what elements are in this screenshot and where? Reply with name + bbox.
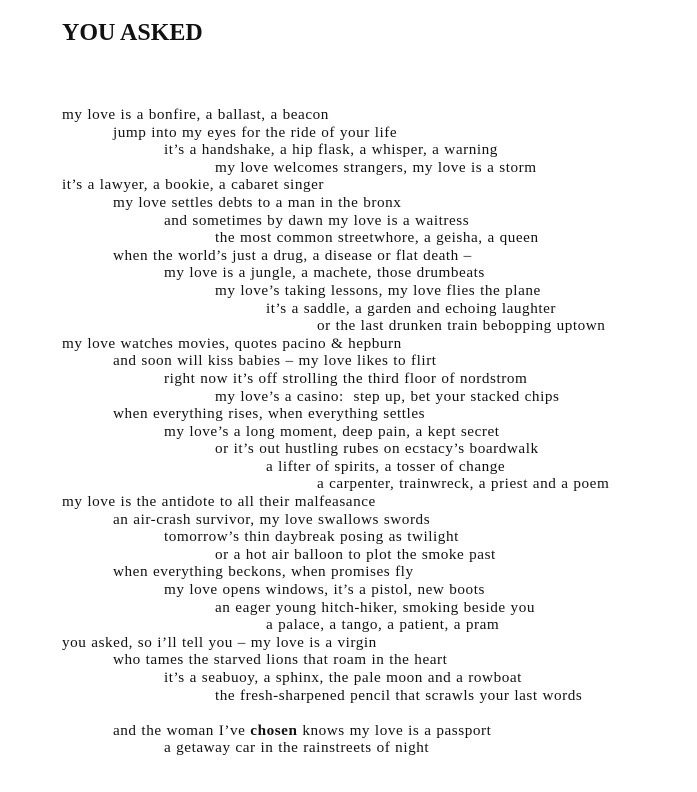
poem-line: you asked, so i’ll tell you – my love is a virgin [62,633,377,651]
poem-line-part: and the woman I’ve [113,721,251,739]
poem-line: or a hot air balloon to plot the smoke past [215,545,496,563]
poem-line: an eager young hitch-hiker, smoking beside you [215,598,535,616]
poem-line: my love is a jungle, a machete, those drumbeats [164,264,485,282]
poem-line: the most common streetwhore, a geisha, a queen [215,229,539,247]
poem-line: an air-crash survivor, my love swallows swords [113,510,431,528]
poem-line: my love watches movies, quotes pacino & hepburn [62,334,402,352]
poem-line: who tames the starved lions that roam in the heart [113,651,448,669]
poem-line: when everything rises, when everything settles [113,405,426,423]
poem-line: my love welcomes strangers, my love is a storm [215,158,537,176]
poem-line: tomorrow’s thin daybreak posing as twilight [164,528,459,546]
poem-line: a palace, a tango, a patient, a pram [266,616,500,634]
poem-line: it’s a saddle, a garden and echoing laughter [266,299,557,317]
poem-line: a getaway car in the rainstreets of night [164,739,430,757]
emphasized-word: chosen [250,721,298,739]
poem-line: it’s a lawyer, a bookie, a cabaret singer [62,176,325,194]
poem-line: my love opens windows, it’s a pistol, new boots [164,581,485,599]
poem-line: when everything beckons, when promises fly [113,563,414,581]
poem-line: or it’s out hustling rubes on ecstacy’s boardwalk [215,440,539,458]
stanza-1 [62,106,692,704]
stanza-break [62,704,692,722]
poem-line: a lifter of spirits, a tosser of change [266,457,506,475]
poem-line: my love is a bonfire, a ballast, a beacon [62,106,329,123]
poem-line: when the world’s just a drug, a disease or flat death – [113,246,472,264]
stanza-2 [62,722,692,757]
poem-line: the fresh-sharpened pencil that scrawls your last words [215,686,583,704]
poem-line: my love’s taking lessons, my love flies the plane [215,281,541,299]
poem-line: my love’s a casino: step up, bet your stacked chips [215,387,560,405]
poem-line: it’s a seabuoy, a sphinx, the pale moon and a rowboat [164,669,522,686]
poem-line-part: knows my love is a passport [297,721,492,739]
poem-line: and sometimes by dawn my love is a waitress [164,211,470,229]
poem-title: YOU ASKED [62,20,203,46]
poem-line [62,722,692,740]
poem-line: my love is the antidote to all their malfeasance [62,493,376,511]
poem-line: my love settles debts to a man in the bronx [113,193,402,211]
poem-body [62,106,692,757]
poem-line: a carpenter, trainwreck, a priest and a poem [317,475,610,493]
poem-line: or the last drunken train bebopping uptown [317,317,606,335]
poem-line: jump into my eyes for the ride of your life [113,123,398,141]
poem-line: right now it’s off strolling the third floor of nordstrom [164,369,528,387]
poem-line: my love’s a long moment, deep pain, a kept secret [164,422,500,440]
poem-line: it’s a handshake, a hip flask, a whisper, a warning [164,141,498,159]
poem-line: and soon will kiss babies – my love likes to flirt [113,352,437,370]
